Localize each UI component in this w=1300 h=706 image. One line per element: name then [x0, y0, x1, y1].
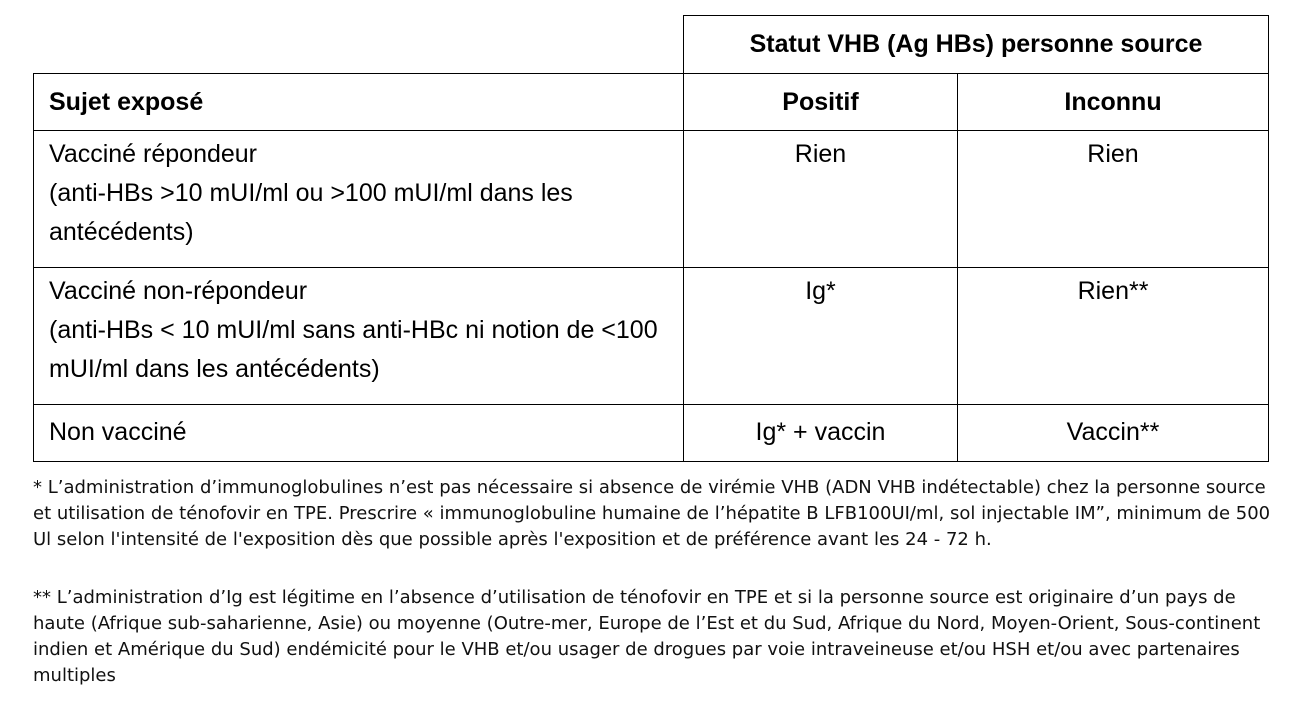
row-subject [33, 267, 684, 405]
subject-title: Vacciné non-répondeur [49, 277, 308, 305]
hbv-exposure-table [33, 15, 1269, 462]
row-subject [33, 130, 684, 268]
col-header-positive: Positif [683, 73, 958, 131]
row-unknown-value: Vaccin** [957, 404, 1269, 462]
subject-title: Non vacciné [49, 418, 187, 446]
row-unknown-value: Rien [957, 130, 1269, 268]
row-positive-value: Ig* [683, 267, 958, 405]
row-subject [33, 404, 684, 462]
subject-title: Vacciné répondeur [49, 140, 258, 168]
row-positive-value: Rien [683, 130, 958, 268]
subject-detail: (anti-HBs >10 mUI/ml ou >100 mUI/ml dans les antécédents) [49, 179, 573, 246]
col-header-subject: Sujet exposé [33, 73, 684, 131]
footnote-single-star: * L’administration d’immunoglobulines n’est pas nécessaire si absence de virémie VHB (ADN VHB indétectable) chez la personne source et utilisation de ténofovir en TPE. Prescrire « immunoglobuline humaine de l’hépatite B LFB100UI/ml, sol injectable IM”, minimum de 500 Ul selon l'intensité de l'exposition dès que possible après l'exposition et de préférence avant les 24 - 72 h. [33, 477, 1271, 550]
row-positive-value: Ig* + vaccin [683, 404, 958, 462]
footnote-double-star: ** L’administration d’Ig est légitime en l’absence d’utilisation de ténofovir en TPE et si la personne source est originaire d’un pays de haute (Afrique sub-saharienne, Asie) ou moyenne (Outre-mer, Europe de l’Est et du Sud, Afrique du Nord, Moyen-Orient, Sous-continent indien et Amérique du Sud) endémicité pour le VHB et/ou usager de drogues par voie intraveineuse et/ou HSH et/ou avec partenaires multiples [33, 587, 1261, 686]
col-header-unknown: Inconnu [957, 73, 1269, 131]
row-unknown-value: Rien** [957, 267, 1269, 405]
group-header-source-status: Statut VHB (Ag HBs) personne source [683, 15, 1269, 73]
subject-detail: (anti-HBs < 10 mUI/ml sans anti-HBc ni notion de <100 mUI/ml dans les antécédents) [49, 316, 658, 383]
